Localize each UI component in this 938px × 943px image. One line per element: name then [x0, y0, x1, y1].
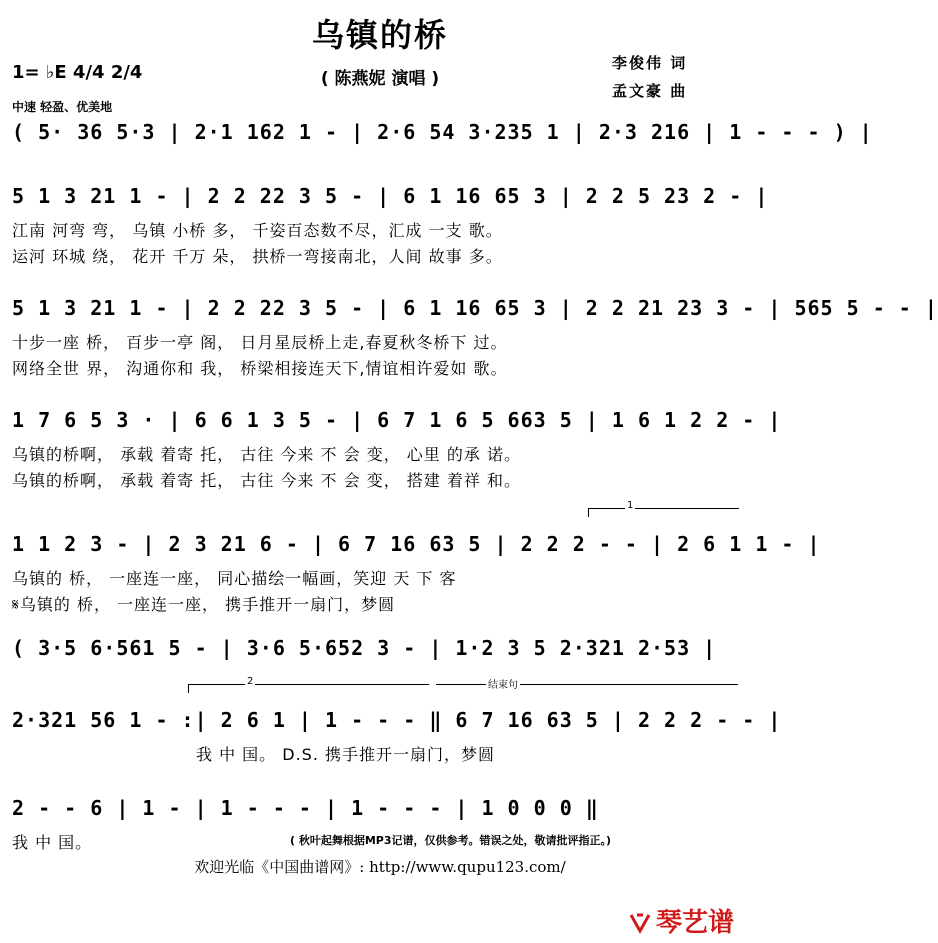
- lyric-line-2a: 江南 河弯 弯， 乌镇 小桥 多， 千姿百态数不尽，汇成 一支 歌。: [12, 221, 503, 240]
- ending-label: 结束句: [486, 676, 520, 691]
- lyric-line-5b: 𝄋乌镇的 桥， 一座连一座， 携手推开一扇门，梦圆: [12, 595, 396, 614]
- lyric-line-3b: 网络全世 界， 沟通你和 我， 桥梁相接连天下,情谊相许爱如 歌。: [12, 359, 508, 378]
- site-logo: [628, 902, 734, 939]
- page-title: 乌镇的桥: [311, 16, 448, 54]
- ending-bracket: [436, 680, 738, 693]
- score-line-7: 2·321 56 1 - :| 2 6 1 | 1 - - - ‖ 6 7 16 63 5 | 2 2 2 - - |: [12, 708, 782, 732]
- logo-text: 琴艺谱: [656, 908, 735, 938]
- volta-number-1: 1: [627, 500, 634, 511]
- tempo-marking: 中速 轻盈、优美地: [12, 100, 113, 114]
- lyric-line-4a: 乌镇的桥啊， 承载 着寄 托， 古往 今来 不 会 变， 心里 的承 诺。: [12, 445, 521, 464]
- lyric-line-5a: 乌镇的 桥， 一座连一座， 同心描绘一幅画，笑迎 天 下 客: [12, 569, 457, 588]
- key-signature: 1= ♭E 4/4 2/4: [12, 62, 143, 83]
- volta-bracket-1: [588, 500, 739, 517]
- lyric-line-8: 我 中 国。: [12, 833, 93, 852]
- score-line-3: 5 1 3 21 1 - | 2 2 22 3 5 - | 6 1 16 65 3 | 2 2 21 23 3 - | 565 5 - - |: [12, 296, 938, 320]
- lyric-line-7: 我 中 国。 D.S. 携手推开一扇门，梦圆: [196, 745, 495, 764]
- volta-bracket-2: [188, 676, 429, 693]
- score-line-8: 2 - - 6 | 1 - | 1 - - - | 1 - - - | 1 0 0 0 ‖: [12, 796, 599, 820]
- lyric-line-3a: 十步一座 桥， 百步一亭 阁， 日月星辰桥上走,春夏秋冬桥下 过。: [12, 333, 508, 352]
- score-line-5: 1 1 2 3 - | 2 3 21 6 - | 6 7 16 63 5 | 2 2 2 - - | 2 6 1 1 - |: [12, 532, 821, 556]
- singer-credit: ( 陈燕妮 演唱 ): [320, 69, 440, 89]
- lyricist-credit: 李俊伟 词: [612, 54, 688, 72]
- score-line-4: 1 7 6 5 3 · | 6 6 1 3 5 - | 6 7 1 6 5 663 5 | 1 6 1 2 2 - |: [12, 408, 782, 432]
- score-line-6: ( 3·5 6·561 5 - | 3·6 5·652 3 - | 1·2 3 5 2·321 2·53 |: [12, 636, 717, 660]
- volta-number-2: 2: [247, 676, 254, 687]
- score-line-2: 5 1 3 21 1 - | 2 2 22 3 5 - | 6 1 16 65 3 | 2 2 5 23 2 - |: [12, 184, 769, 208]
- composer-credit: 孟文豪 曲: [612, 82, 688, 100]
- transcription-note: ( 秋叶起舞根据MP3记谱，仅供参考。错误之处，敬请批评指正。): [290, 834, 612, 847]
- site-welcome[interactable]: 欢迎光临《中国曲谱网》: http://www.qupu123.com/: [194, 858, 566, 876]
- lyric-line-4b: 乌镇的桥啊， 承载 着寄 托， 古往 今来 不 会 变， 搭建 着祥 和。: [12, 471, 521, 490]
- lyric-line-2b: 运河 环城 绕， 花开 千万 朵， 拱桥一弯接南北，人间 故事 多。: [12, 247, 503, 266]
- logo-mark-icon: [628, 912, 652, 934]
- score-line-1: ( 5· 36 5·3 | 2·1 162 1 - | 2·6 54 3·235 1 | 2·3 216 | 1 - - - ) |: [12, 120, 873, 144]
